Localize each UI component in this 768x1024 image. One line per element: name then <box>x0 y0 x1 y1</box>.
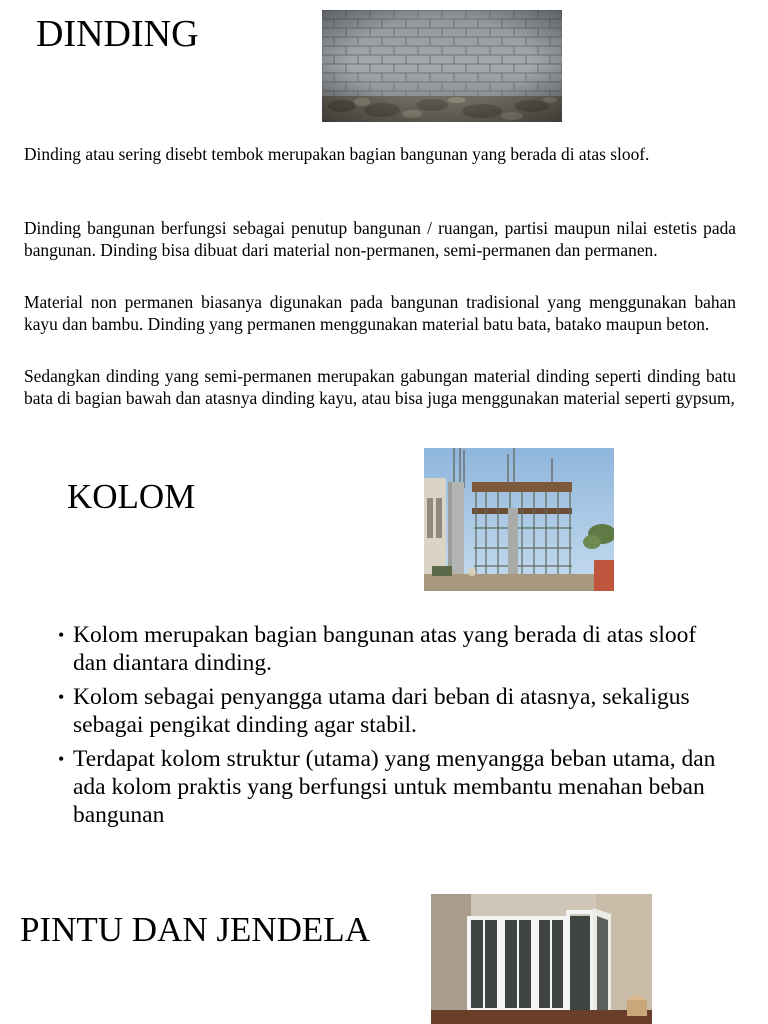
bullet-text: Terdapat kolom struktur (utama) yang menyangga beban utama, dan ada kolom praktis yang berfungsi untuk membantu menahan beban bangunan <box>73 746 716 828</box>
brick-wall-photo <box>322 10 562 122</box>
white-doors-photo <box>431 894 652 1024</box>
list-item <box>58 683 718 739</box>
list-item <box>58 745 718 829</box>
bullet-marker: • <box>58 749 65 769</box>
heading-pintu-dan-jendela: PINTU DAN JENDELA <box>20 910 370 949</box>
construction-columns-photo <box>424 448 614 591</box>
bullet-marker: • <box>58 625 65 645</box>
dinding-paragraph-4: Sedangkan dinding yang semi-permanen merupakan gabungan material dinding seperti dinding batu bata di bagian bawah dan atasnya dinding kayu, atau bisa juga menggunakan material seperti gypsum, <box>24 366 736 408</box>
heading-kolom: KOLOM <box>67 477 196 516</box>
dinding-paragraph-3: Material non permanen biasanya digunakan pada bangunan tradisional yang menggunakan bahan kayu dan bambu. Dinding yang permanen menggunakan material batu bata, batako maupun beton. <box>24 292 736 334</box>
heading-dinding: DINDING <box>36 13 199 55</box>
dinding-paragraph-1: Dinding atau sering disebt tembok merupakan bagian bangunan yang berada di atas sloof. <box>24 144 650 164</box>
kolom-bullet-list <box>58 621 718 835</box>
bullet-text: Kolom merupakan bagian bangunan atas yang berada di atas sloof dan diantara dinding. <box>73 622 697 676</box>
bullet-marker: • <box>58 687 65 707</box>
bullet-text: Kolom sebagai penyangga utama dari beban di atasnya, sekaligus sebagai pengikat dinding agar stabil. <box>73 684 690 738</box>
list-item <box>58 621 718 677</box>
dinding-paragraph-2: Dinding bangunan berfungsi sebagai penutup bangunan / ruangan, partisi maupun nilai estetis pada bangunan. Dinding bisa dibuat dari material non-permanen, semi-permanen dan permanen. <box>24 218 736 260</box>
